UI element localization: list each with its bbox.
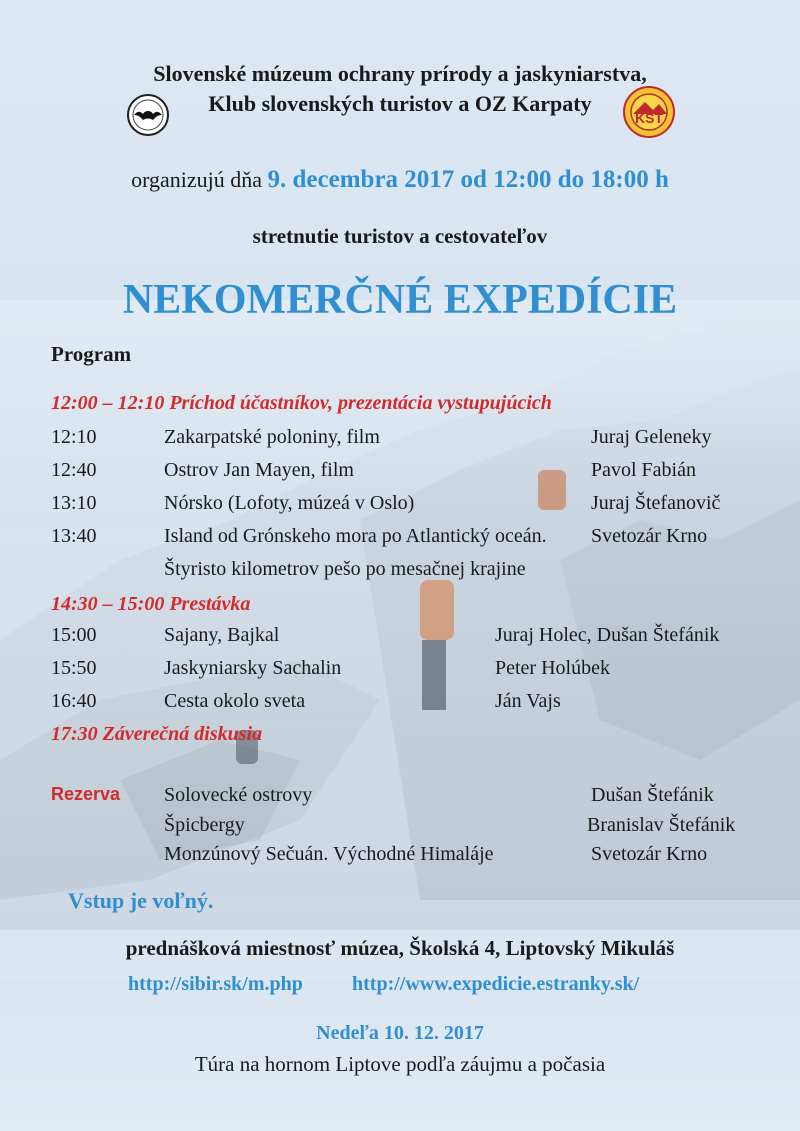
program-speaker: Svetozár Krno <box>591 525 708 547</box>
free-entry-notice: Vstup je voľný. <box>68 888 214 913</box>
header-organizers-line1: Slovenské múzeum ochrany prírody a jaskyniarstva, <box>153 61 647 86</box>
program-speaker: Juraj Geleneky <box>591 426 712 448</box>
reserve-topic: Monzúnový Sečuán. Východné Himaláje <box>164 843 494 865</box>
program-time: 15:00 <box>51 624 97 646</box>
program-label: Program <box>51 342 132 366</box>
program-time: 13:10 <box>51 492 97 514</box>
sunday-hike-text: Túra na hornom Liptove podľa záujmu a počasia <box>194 1052 606 1076</box>
program-time: 16:40 <box>51 690 97 712</box>
program-topic: Sajany, Bajkal <box>164 624 280 646</box>
program-topic: Ostrov Jan Mayen, film <box>164 459 354 481</box>
program-speaker: Juraj Štefanovič <box>591 492 721 514</box>
sunday-date: Nedeľa 10. 12. 2017 <box>316 1022 484 1044</box>
date-line <box>0 166 800 194</box>
program-closing: 17:30 Záverečná diskusia <box>51 723 263 745</box>
program-time: 15:50 <box>51 657 97 679</box>
program-topic: Cesta okolo sveta <box>164 690 306 712</box>
program-opening: 12:00 – 12:10 Príchod účastníkov, prezentácia vystupujúcich <box>51 392 552 414</box>
program-speaker: Peter Holúbek <box>495 657 610 679</box>
program-speaker: Pavol Fabián <box>591 459 696 481</box>
venue-address: prednášková miestnosť múzea, Školská 4, Liptovský Mikuláš <box>125 936 675 960</box>
reserve-speaker: Branislav Štefánik <box>587 814 736 836</box>
program-break: 14:30 – 15:00 Prestávka <box>51 593 251 615</box>
link-expedicie[interactable]: http://www.expedicie.estranky.sk/ <box>352 973 640 995</box>
program-topic: Zakarpatské poloniny, film <box>164 426 380 448</box>
program-time: 12:10 <box>51 426 97 448</box>
reserve-speaker: Dušan Štefánik <box>591 784 714 806</box>
program-topic: Nórsko (Lofoty, múzeá v Oslo) <box>164 492 415 514</box>
reserve-speaker: Svetozár Krno <box>591 843 708 865</box>
program-time: 12:40 <box>51 459 97 481</box>
program-topic-continuation: Štyristo kilometrov pešo po mesačnej krajine <box>164 558 526 580</box>
event-date-time: 9. decembra 2017 od 12:00 do 18:00 h <box>267 166 669 193</box>
event-title: NEKOMERČNÉ EXPEDÍCIE <box>122 277 678 323</box>
kst-badge-text: KST <box>635 110 663 126</box>
program-time: 13:40 <box>51 525 97 547</box>
reserve-label: Rezerva <box>51 784 121 804</box>
event-subtitle: stretnutie turistov a cestovateľov <box>252 224 548 248</box>
header-organizers-line2: Klub slovenských turistov a OZ Karpaty <box>208 91 592 116</box>
reserve-topic: Špicbergy <box>164 814 245 836</box>
program-topic: Jaskyniarsky Sachalin <box>164 657 342 679</box>
reserve-topic: Solovecké ostrovy <box>164 784 313 806</box>
link-sibir[interactable]: http://sibir.sk/m.php <box>128 973 303 995</box>
program-speaker: Juraj Holec, Dušan Štefánik <box>495 624 720 646</box>
program-speaker: Ján Vajs <box>495 690 561 712</box>
program-topic: Island od Grónskeho mora po Atlantický oceán. <box>164 525 547 547</box>
date-prefix: organizujú dňa <box>131 167 263 192</box>
